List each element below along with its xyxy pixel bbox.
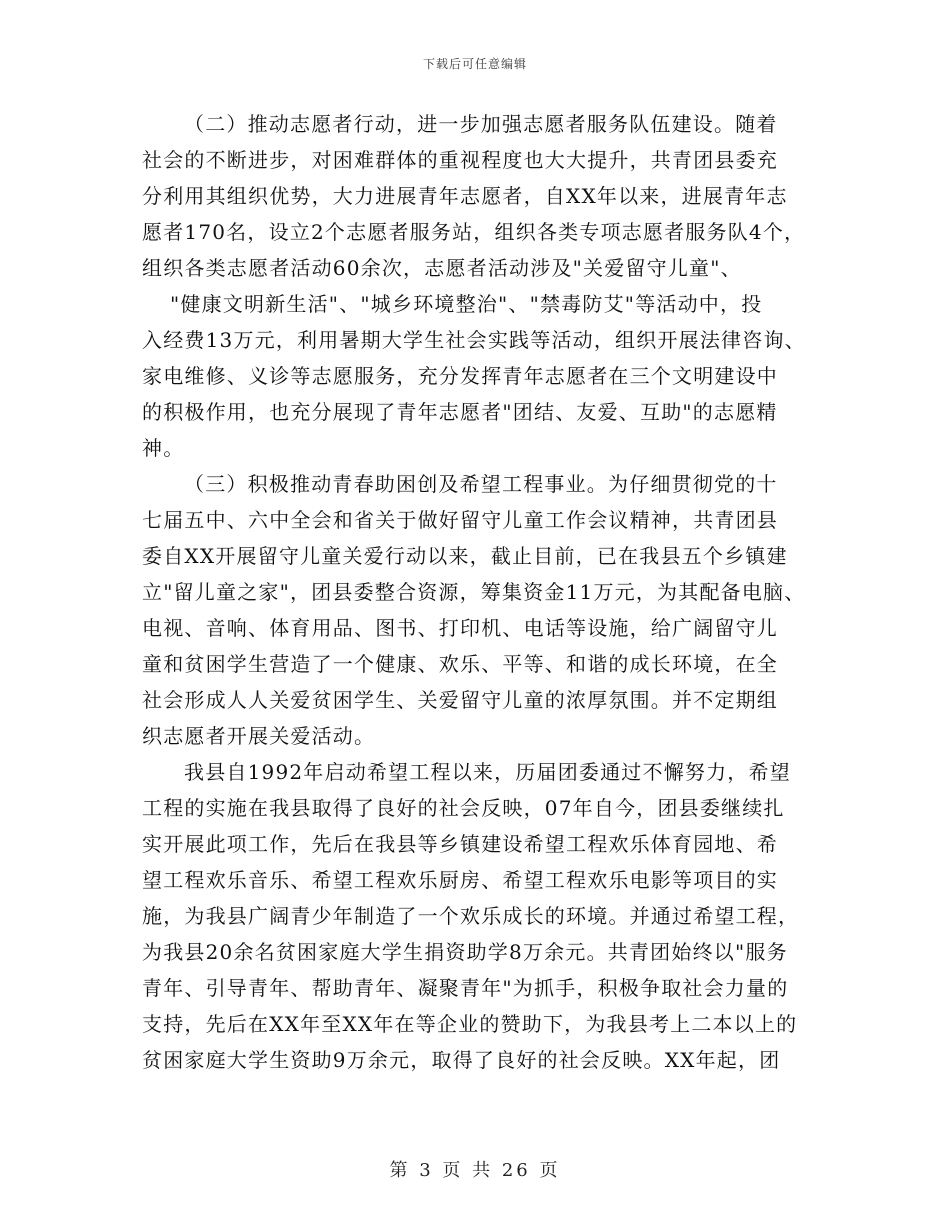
page-number: 第 3 页 共 26 页 [389, 1160, 561, 1181]
text-line: 工程的实施在我县取得了良好的社会反映，07年自今，团县委继续扎 [142, 796, 785, 820]
text-line: 神。 [142, 436, 185, 460]
text-line: 实开展此项工作，先后在我县等乡镇建设希望工程欢乐体育园地、希 [142, 832, 778, 856]
text-line: 我县自1992年启动希望工程以来，历届团委通过不懈努力，希望 [184, 760, 791, 784]
text-line: 的积极作用，也充分展现了青年志愿者"团结、友爱、互助"的志愿精 [142, 400, 778, 424]
text-line: 家电维修、义诊等志愿服务，充分发挥青年志愿者在三个文明建设中 [142, 364, 778, 388]
text-line: 望工程欢乐音乐、希望工程欢乐厨房、希望工程欢乐电影等项目的实 [142, 868, 778, 892]
text-line: 童和贫困学生营造了一个健康、欢乐、平等、和谐的成长环境，在全 [142, 652, 778, 676]
text-line: （二）推动志愿者行动，进一步加强志愿者服务队伍建设。随着 [184, 112, 778, 136]
text-line: 贫困家庭大学生资助9万余元，取得了良好的社会反映。XX年起，团 [142, 1048, 781, 1072]
text-line: 社会形成人人关爱贫困学生、关爱留守儿童的浓厚氛围。并不定期组 [142, 688, 778, 712]
text-line: 织志愿者开展关爱活动。 [142, 724, 376, 748]
page-header-note: 下载后可任意编辑 [422, 57, 527, 71]
text-line: 施，为我县广阔青少年制造了一个欢乐成长的环境。并通过希望工程， [142, 904, 800, 928]
text-line: （三）积极推动青春助困创及希望工程事业。为仔细贯彻党的十 [184, 472, 778, 496]
document-body [142, 106, 822, 1078]
text-line: 愿者170名，设立2个志愿者服务站，组织各类专项志愿者服务队4个， [142, 220, 806, 244]
text-line: 入经费13万元，利用暑期大学生社会实践等活动，组织开展法律咨询、 [142, 328, 806, 352]
text-line: 电视、音响、体育用品、图书、打印机、电话等设施，给广阔留守儿 [142, 616, 778, 640]
text-line: 为我县20余名贫困家庭大学生捐资助学8万余元。共青团始终以"服务 [142, 940, 788, 964]
text-line: 委自XX开展留守儿童关爱行动以来，截止目前，已在我县五个乡镇建 [142, 544, 788, 568]
text-line: 分利用其组织优势，大力进展青年志愿者，自XX年以来，进展青年志 [142, 184, 788, 208]
text-line: 立"留儿童之家"，团县委整合资源，筹集资金11万元，为其配备电脑、 [142, 580, 806, 604]
text-line: 青年、引导青年、帮助青年、凝聚青年"为抓手，积极争取社会力量的 [142, 976, 789, 1000]
text-line: 七届五中、六中全会和省关于做好留守儿童工作会议精神，共青团县 [142, 508, 778, 532]
text-line: 社会的不断进步，对困难群体的重视程度也大大提升，共青团县委充 [142, 148, 778, 172]
text-line: "健康文明新生活"、"城乡环境整治"、"禁毒防艾"等活动中，投 [170, 292, 763, 316]
text-line: 组织各类志愿者活动60余次，志愿者活动涉及"关爱留守儿童"、 [142, 256, 742, 280]
text-line: 支持，先后在XX年至XX年在等企业的赞助下，为我县考上二本以上的 [142, 1012, 798, 1036]
